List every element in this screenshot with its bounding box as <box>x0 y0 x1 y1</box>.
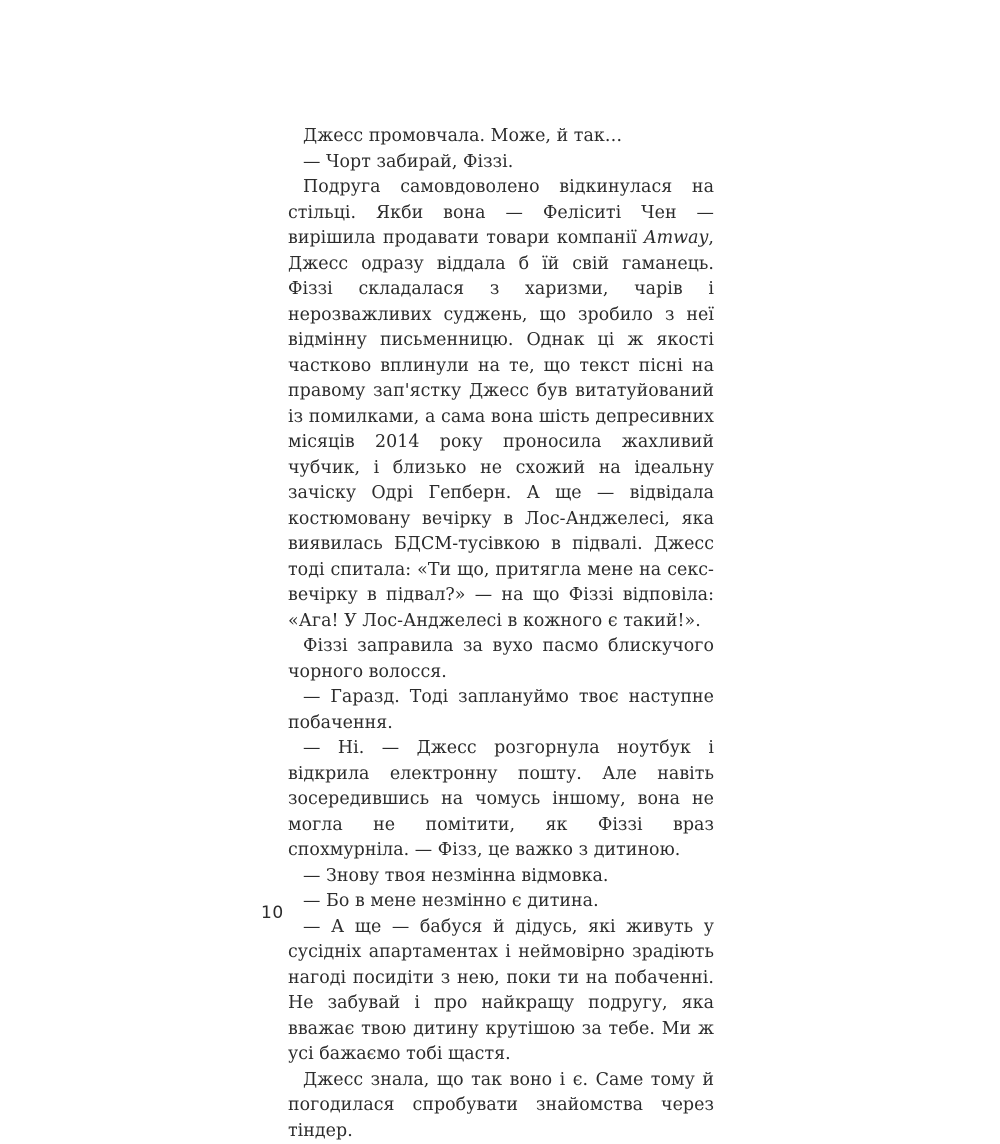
paragraph: — Гаразд. Тоді заплануймо твоє наступне побачення. <box>288 685 714 736</box>
paragraph: Фіззі заправила за вухо пасмо блискучого чорного волосся. <box>288 634 714 685</box>
paragraph: — Бо в мене незмінно є дитина. <box>288 889 714 915</box>
body-text <box>288 124 714 1144</box>
paragraph: Джесс промовчала. Може, й так… <box>288 124 714 150</box>
paragraph: — Ні. — Джесс розгорнула ноутбук і відкрила електронну пошту. Але навіть зосередившись на чомусь іншому, вона не могла не помітити, як Фіззі враз спохмурніла. — Фізз, це важко з дитиною. <box>288 736 714 864</box>
book-page <box>288 124 714 1144</box>
italic-brand-name: Amway <box>644 228 708 248</box>
paragraph: Джесс знала, що так воно і є. Саме тому й погодилася спробувати знайомства через тіндер. <box>288 1068 714 1144</box>
paragraph: Подруга самовдоволено відкинулася на стільці. Якби вона — Феліситі Чен — вирішила продавати товари компанії Amway, Джесс одразу віддала б їй свій гаманець. Фіззі складалася з харизми, чарів і нерозважливих суджень, що зробило з неї відмінну письменницю. Однак ці ж якості частково вплинули на те, що текст пісні на правому зап'ястку Джесс був витатуйований із помилками, а сама вона шість депресивних місяців 2014 року проносила жахливий чубчик, і близько не схожий на ідеальну зачіску Одрі Гепберн. А ще — відвідала костюмовану вечірку в Лос-Анджелесі, яка виявилась БДСМ-тусівкою в підвалі. Джесс тоді спитала: «Ти що, притягла мене на секс-вечірку в підвал?» — на що Фіззі відповіла: «Ага! У Лос-Анджелесі в кожного є такий!». <box>288 175 714 634</box>
paragraph: — Чорт забирай, Фіззі. <box>288 150 714 176</box>
page-number: 10 <box>261 903 284 923</box>
paragraph: — Знову твоя незмінна відмовка. <box>288 864 714 890</box>
paragraph: — А ще — бабуся й дідусь, які живуть у сусідніх апартаментах і неймовірно зрадіють нагоді посидіти з нею, поки ти на побаченні. Не забувай і про найкращу подругу, яка вважає твою дитину крутішою за тебе. Ми ж усі бажаємо тобі щастя. <box>288 915 714 1068</box>
